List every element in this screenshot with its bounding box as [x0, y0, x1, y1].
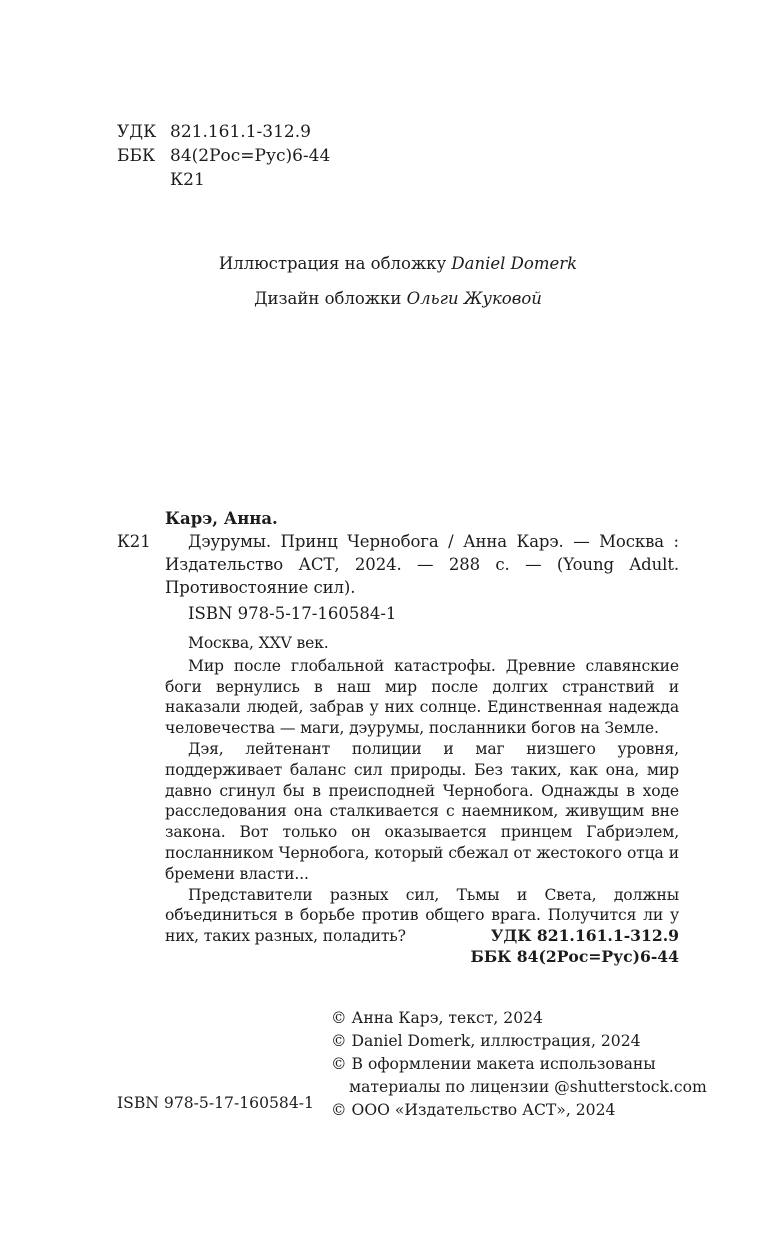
copyright-line: © В оформлении макета использованы: [331, 1055, 656, 1073]
udk-value: 821.161.1-312.9: [170, 122, 311, 142]
udk-summary: УДК 821.161.1-312.9: [490, 926, 679, 945]
record-author: Карэ, Анна.: [165, 509, 278, 528]
bibliographic-description: Дэурумы. Принц Чернобога / Анна Карэ. — Москва : Издательство АСТ, 2024. — 288 с. — (Young Adult. Противостояние сил).: [165, 532, 679, 597]
annotation-paragraph: Представители разных сил, Тьмы и Света, должны объединиться в борьбе против общего врага. Получится ли у них, таких разных, поладить?: [165, 885, 679, 946]
cover-illustration-credit: Иллюстрация на обложку Daniel Domerk: [218, 254, 578, 273]
designer-name: Ольги Жуковой: [406, 289, 542, 308]
record-author-sign: К21: [117, 532, 151, 551]
copyright-line: © ООО «Издательство АСТ», 2024: [331, 1101, 616, 1119]
classification-codes-summary: [440, 925, 679, 967]
udk-row: [117, 120, 330, 144]
annotation: [165, 633, 679, 947]
author-sign-row: [117, 168, 330, 192]
annotation-paragraph: Дэя, лейтенант полиции и маг низшего уровня, поддерживает баланс сил природы. Без таких, как она, мир давно сгинул бы в преисподней Чернобога. Однажды в ходе расследования она сталкивается с наемником, живущим вне закона. Вот только он оказывается принцем Габриэлем, посланником Чернобога, который сбежал от жестокого отца и бремени власти...: [165, 739, 679, 883]
bbk-label: ББК: [117, 146, 156, 166]
cover-design-credit: Дизайн обложки Ольги Жуковой: [254, 289, 542, 308]
classification-codes: [117, 120, 330, 192]
author-sign: К21: [170, 170, 205, 190]
bbk-row: [117, 144, 330, 168]
annotation-lead: Москва, XXV век.: [188, 634, 329, 652]
annotation-paragraph: Мир после глобальной катастрофы. Древние славянские боги вернулись в наш мир после долгих странствий и наказали людей, забрав у них солнце. Единственная надежда человечества — маги, дэурумы, посланники богов на Земле.: [165, 656, 679, 738]
copyright-block: [331, 1007, 711, 1122]
bbk-value: 84(2Рос=Рус)6-44: [170, 146, 331, 166]
copyright-line: © Daniel Domerk, иллюстрация, 2024: [331, 1032, 641, 1050]
copyright-line: материалы по лицензии @shutterstock.com: [349, 1078, 707, 1096]
illustrator-name: Daniel Domerk: [451, 254, 578, 273]
udk-label: УДК: [117, 122, 157, 142]
isbn-footer: ISBN 978-5-17-160584-1: [117, 1094, 314, 1112]
copyright-line: © Анна Карэ, текст, 2024: [331, 1009, 543, 1027]
record-isbn: ISBN 978-5-17-160584-1: [188, 604, 397, 623]
bbk-summary: ББК 84(2Рос=Рус)6-44: [470, 947, 679, 966]
